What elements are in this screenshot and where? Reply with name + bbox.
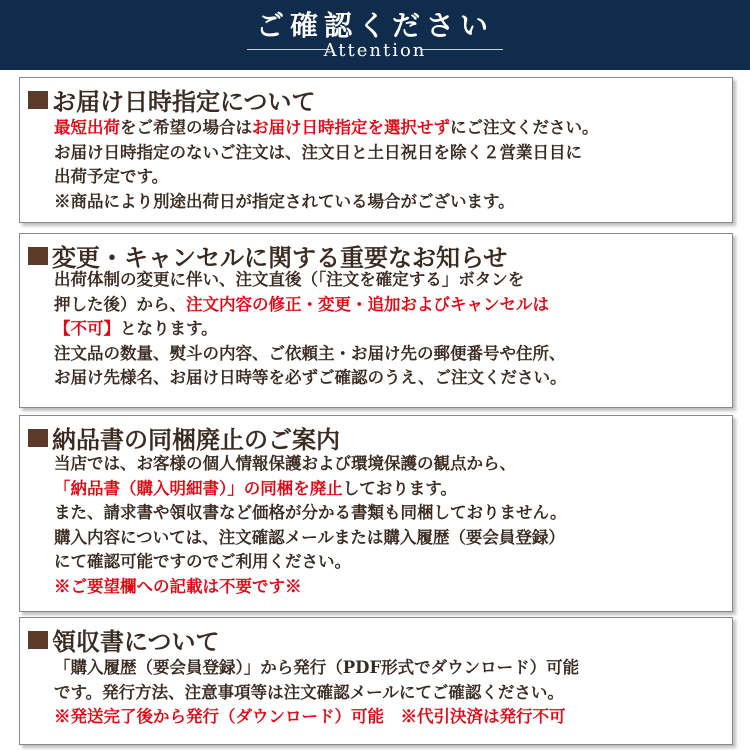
body-text: 出荷体制の変更に伴い、注文直後（「注文を確定する」ボタンを [54,270,525,289]
section-delivery-slip [19,415,733,612]
header-title: ご確認ください [255,9,494,42]
body-line [54,190,728,215]
body-text: 当店では、お客様の個人情報保護および環境保護の観点から、 [54,454,516,473]
header-rule-right [420,49,503,50]
square-bullet-icon [28,91,48,109]
body-line [54,293,728,318]
body-text: です。発行方法、注意事項等は注文確認メールにてご確認ください。 [54,682,564,702]
body-text: ※商品により別途出荷日が指定されている場合がございます。 [54,191,515,211]
body-text: となります。 [120,319,218,338]
highlight-text: 最短出荷 [54,118,120,137]
body-line [54,501,728,526]
body-line [54,477,728,502]
header-subtitle: Attention [323,40,427,61]
body-text: 「購入履歴（要会員登録）」から発行（PDF形式でダウンロード）可能 [54,658,580,677]
section-title: お届け日時指定について [28,82,316,117]
highlight-text: 【不可】 [54,319,120,338]
body-text: 注文品の数量、熨斗の内容、ご依頼主・お届け先の郵便番号や住所、 [54,343,566,363]
highlight-text: ※発送完了後から発行（ダウンロード）可能 ※代引決済は発行不可 [54,707,566,726]
body-text: にて確認可能ですのでご利用ください。 [54,552,351,571]
section-body [54,452,728,599]
highlight-text: ※ご要望欄への記載は不要です※ [54,576,302,596]
body-line [54,317,728,342]
body-line [54,116,728,141]
body-text: 押した後）から、 [54,294,186,314]
body-line [54,366,728,391]
highlight-text: 「納品書（購入明細書）」の同梱を廃止 [54,478,343,498]
section-body [54,656,728,730]
body-text: お届け先様名、お届け日時等を必ずご確認のうえ、ご注文ください。 [54,368,567,387]
body-line [54,342,728,367]
section-body [54,268,728,391]
body-text: お届け日時指定のないご注文は、注文日と土日祝日を除く２営業日目に [54,142,582,162]
body-line [54,705,728,730]
body-line [54,575,728,600]
body-line [54,141,728,166]
body-text: 購入内容については、注文確認メールまたは購入履歴（要会員登録） [54,527,565,547]
body-text: 出荷予定です。 [54,167,169,186]
body-line [54,550,728,575]
body-line [54,681,728,706]
highlight-text: 注文内容の修正・変更・追加およびキャンセルは [186,294,549,314]
section-title: 納品書の同梱廃止のご案内 [28,420,340,455]
body-line [54,165,728,190]
section-title: 領収書について [28,622,220,657]
body-line [54,526,728,551]
square-bullet-icon [28,247,48,265]
body-text: にご注文ください。 [450,118,599,137]
body-line [54,656,728,681]
body-text: しております。 [342,478,457,498]
body-line [54,452,728,477]
section-body [54,116,728,214]
attention-header [0,0,750,70]
body-text: をご希望の場合は [120,118,252,137]
section-receipt [19,617,733,745]
body-text: また、請求書や領収書など価格が分かる書類も同梱しておりません。 [54,503,567,522]
section-delivery-date [19,77,733,223]
highlight-text: お届け日時指定を選択せず [252,118,450,137]
body-line [54,268,728,293]
section-change-cancel [19,233,733,408]
square-bullet-icon [28,429,48,447]
square-bullet-icon [28,631,48,649]
section-title: 変更・キャンセルに関する重要なお知らせ [28,238,507,273]
